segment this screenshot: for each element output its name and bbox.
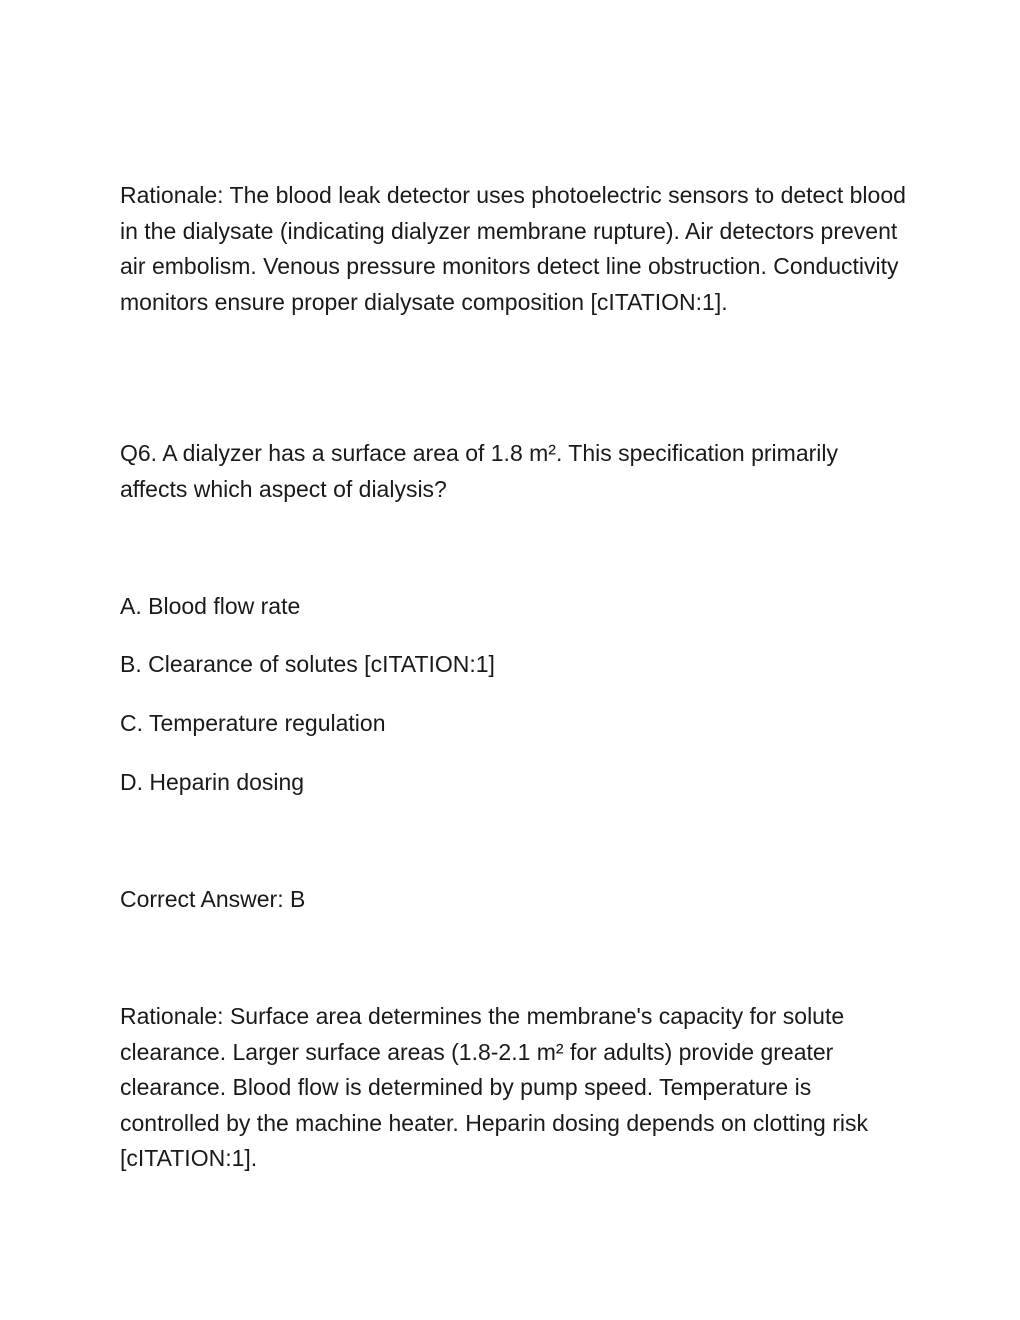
answer-option-a: A. Blood flow rate — [120, 593, 301, 619]
answer-option-b: B. Clearance of solutes [cITATION:1] — [120, 651, 495, 677]
question-text: Q6. A dialyzer has a surface area of 1.8 m². This specification primarily affects which aspect of dialysis? — [120, 440, 838, 502]
answer-option-d: D. Heparin dosing — [120, 769, 305, 795]
rationale-paragraph-q5: Rationale: The blood leak detector uses photoelectric sensors to detect blood in the dialysate (indicating dialyzer membrane rupture). Air detectors prevent air embolism. Venous pressure monitors detect line obstruction. Conductivity monitors ensure proper dialysate composition [cITATION:1]. — [120, 182, 906, 315]
rationale-paragraph-q6: Rationale: Surface area determines the membrane's capacity for solute clearance. Larger surface areas (1.8-2.1 m² for adults) provide greater clearance. Blood flow is determined by pump speed. Temperature is controlled by the machine heater. Heparin dosing depends on clotting risk [cITATION:1]. — [120, 1003, 868, 1171]
correct-answer: Correct Answer: B — [120, 886, 306, 912]
answer-option-c: C. Temperature regulation — [120, 710, 386, 736]
